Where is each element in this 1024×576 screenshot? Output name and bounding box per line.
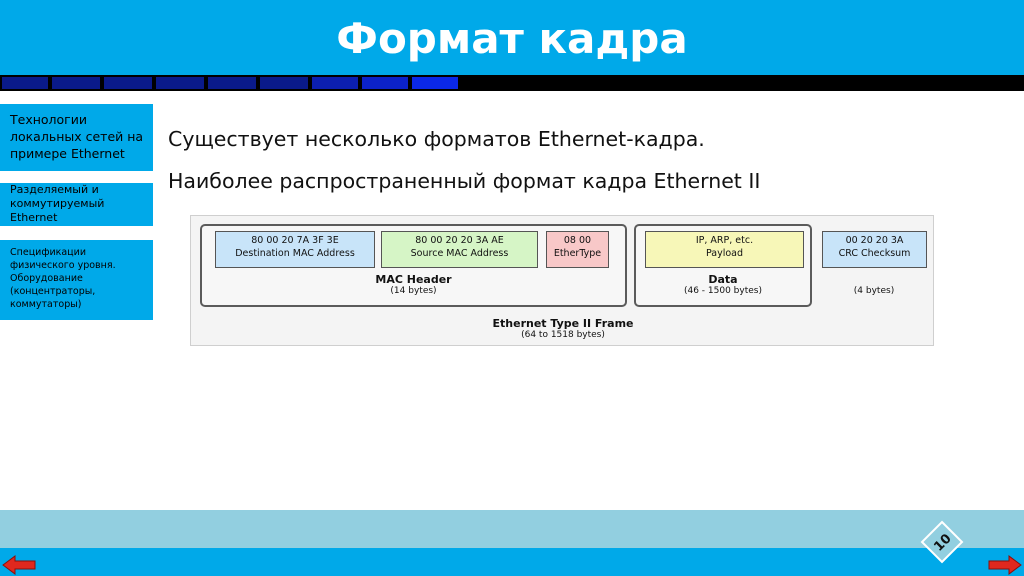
- field-value: 80 00 20 7A 3F 3E: [251, 235, 339, 246]
- stripe-block: [412, 77, 458, 89]
- stripe-block: [362, 77, 408, 89]
- sidebar-item-physical-specs[interactable]: [0, 240, 153, 320]
- payload-field: [645, 231, 804, 268]
- stripe-block: [2, 77, 48, 89]
- slide-title: Формат кадра: [336, 14, 688, 63]
- crc-caption: [821, 286, 927, 297]
- ethertype-field: [546, 231, 609, 268]
- slide-header: [0, 0, 1024, 75]
- footer-bar: [0, 548, 1024, 576]
- page-number-badge: [920, 520, 964, 564]
- data-title: Data: [708, 273, 738, 286]
- frame-caption: [191, 317, 935, 341]
- destination-mac-field: [215, 231, 375, 268]
- stripe-block: [312, 77, 358, 89]
- ethernet-frame-diagram: [190, 215, 934, 346]
- body-text-line: Существует несколько форматов Ethernet-кадра.: [168, 127, 705, 151]
- decorative-stripe: [0, 75, 1024, 91]
- field-label: Destination MAC Address: [235, 248, 355, 259]
- data-caption: [634, 273, 812, 297]
- footer-band: [0, 510, 1024, 548]
- sidebar-item-label: Технологии локальных сетей на примере Ethernet: [10, 112, 144, 161]
- stripe-block: [156, 77, 204, 89]
- sidebar-item-label: Спецификации физического уровня. Оборудование (концентраторы, коммутаторы): [10, 247, 116, 310]
- data-size: (46 - 1500 bytes): [683, 286, 762, 296]
- frame-title: Ethernet Type II Frame: [492, 317, 634, 330]
- sidebar-item-shared-switched[interactable]: [0, 183, 153, 226]
- crc-field: [822, 231, 927, 268]
- mac-header-caption: [200, 273, 627, 297]
- sidebar-item-label: Разделяемый и коммутируемый Ethernet: [10, 183, 105, 224]
- field-label: Source MAC Address: [410, 248, 509, 259]
- mac-header-title: MAC Header: [375, 273, 452, 286]
- prev-slide-arrow-icon[interactable]: [2, 555, 36, 575]
- body-text-line: Наиболее распространенный формат кадра Ethernet II: [168, 169, 761, 193]
- stripe-block: [260, 77, 308, 89]
- page-number: 10: [931, 531, 955, 555]
- stripe-block: [104, 77, 152, 89]
- field-label: EtherType: [553, 248, 602, 259]
- field-value: 08 00: [563, 235, 592, 246]
- field-value: 80 00 20 20 3A AE: [415, 235, 504, 246]
- next-slide-arrow-icon[interactable]: [988, 555, 1022, 575]
- sidebar-item-ethernet-lan[interactable]: [0, 104, 153, 171]
- field-value: 00 20 20 3A: [845, 235, 904, 246]
- stripe-block: [208, 77, 256, 89]
- field-label: Payload: [705, 248, 744, 259]
- field-value: IP, ARP, etc.: [695, 235, 754, 246]
- mac-header-size: (14 bytes): [390, 286, 437, 296]
- crc-size: (4 bytes): [853, 286, 895, 296]
- stripe-block: [52, 77, 100, 89]
- frame-size: (64 to 1518 bytes): [521, 330, 605, 340]
- field-label: CRC Checksum: [838, 248, 911, 259]
- source-mac-field: [381, 231, 538, 268]
